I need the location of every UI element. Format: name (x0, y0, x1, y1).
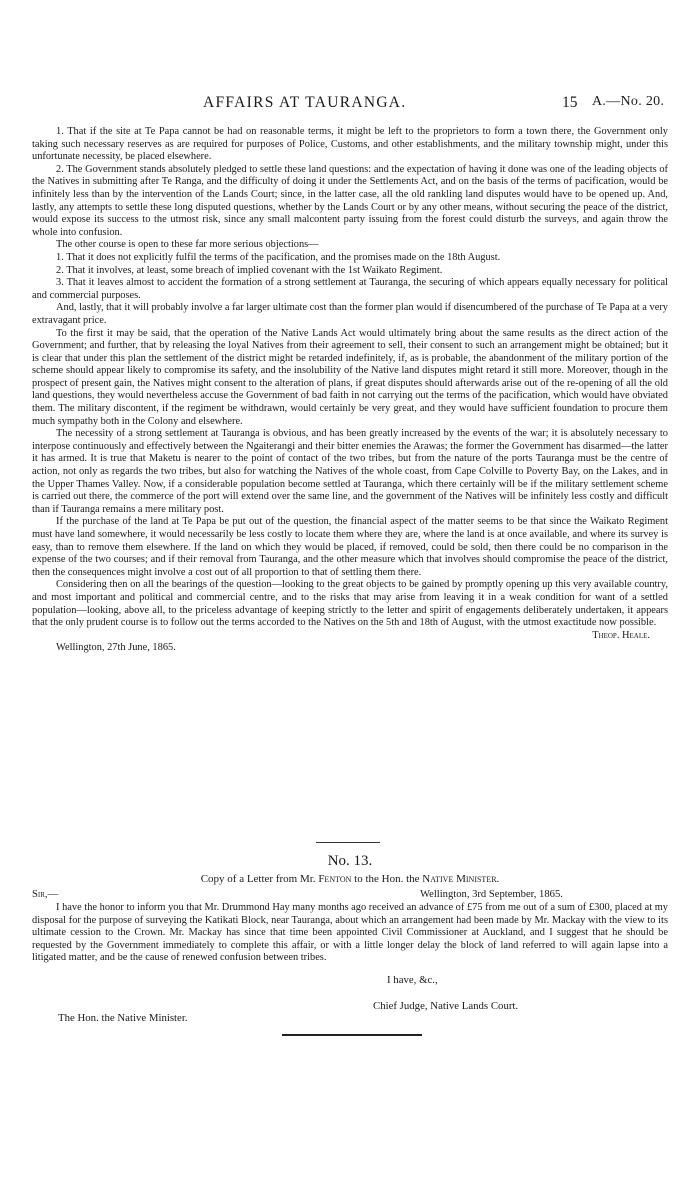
report-signature: Theop. Heale. (592, 629, 650, 641)
letter-paragraph: I have the honor to inform you that Mr. Drummond Hay many months ago received an advance of £75 from me out of a sum of £300, placed at my disposal for the purpose of surveying the Katikati Block, near Tauranga, about which an arrangement had been made by Mr. Mackay with the view to its ultimate cession to the Crown. Mr. Mackay has since that time been appointed Civil Commissioner at Auckland, and I suggest that he should be requested by the Government immediately to complete this affair, or with a little longer delay the block of land referred to will again lapse into a litigated matter, and be the cause of renewed confusion between tribes. (32, 902, 668, 964)
report-paragraph: The other course is open to these far more serious objections— (56, 239, 319, 251)
letter-salutation: Sir,— (32, 889, 59, 900)
report-paragraph: And, lastly, that it will probably involve a far larger ultimate cost than the former plan would if disencumbered of the purchase of Te Papa at a very extravagant price. (32, 302, 668, 326)
letter-date: Wellington, 3rd September, 1865. (420, 889, 563, 900)
letter-number: No. 13. (327, 853, 373, 869)
report-paragraph: Considering then on all the bearings of the question—looking to the great objects to be gained by promptly opening up this very available country, and most important and political and commercial centre, and to the risks that may arise from leaving it in a weak condition for want of a settled population—looking, above all, to the priceless advantage of keeping strictly to the letter and spirit of engagements deliberately undertaken, it appears that the only prudent course is to follow out the terms accorded to the Natives on the 5th and 18th of August, with the utmost exactitude now possible. (32, 579, 668, 629)
report-paragraph: 1. That if the site at Te Papa cannot be had on reasonable terms, it might be left to the proprietors to form a town there, the Government only taking such necessary reserves as are required for purposes of Police, Customs, and other establishments, and the military township might, under this unfortunate necessity, be placed elsewhere. (32, 126, 668, 163)
closing-phrase: I have, &c., (387, 974, 438, 986)
report-body (32, 126, 668, 655)
paper-reference: A.—No. 20. (592, 94, 665, 109)
report-paragraph: 2. The Government stands absolutely pledged to settle these land questions: and the expectation of having it done was one of the leading objects of the Natives in submitting after Te Ranga, and the difficulty of doing it under the Settlements Act, and on the basis of the terms of pacification, would be infinitely less than by the intervention of the Lands Court; since, in the latter case, all the old rankling land disputes would have to be opened up. And, lastly, any attempts to settle these long disputed questions, whether by the Lands Court or by any other means, without securing the peace of the district, would expose its success to the utmost risk, since any small malcontent party issuing from the forest could disturb the surveys, and again throw the whole into confusion. (32, 163, 668, 238)
caption-middle: to the Hon. the (354, 873, 420, 885)
letter-addressee: The Hon. the Native Minister. (58, 1012, 188, 1024)
report-paragraph: If the purchase of the land at Te Papa be put out of the question, the financial aspect of the matter seems to be that since the Waikato Regiment must have land somewhere, it would necessarily be less costly to locate them where they are, where the land is at once available, and where its survey is easy, than to remove them elsewhere. If the land on which they would be placed, if removed, could be sold, then there could be no comparison in the expense of the two courses; and if their removal from Tauranga, and the other measure which that involves should compromise the peace of the district, then the consequences might involve a cost out of all proportion to that of settling them there. (32, 516, 668, 578)
signer-title: Chief Judge, Native Lands Court. (373, 1000, 519, 1012)
letter-body (32, 902, 668, 965)
report-dateline: Wellington, 27th June, 1865. (56, 642, 176, 654)
report-paragraph: 2. That it involves, at least, some breach of implied covenant with the 1st Waikato Regiment. (56, 264, 443, 276)
report-paragraph: 1. That it does not explicitly fulfil the terms of the pacification, and the promises made on the 18th August. (56, 251, 501, 263)
letter-caption (0, 873, 700, 885)
end-rule (282, 1034, 422, 1036)
page-title: AFFAIRS AT TAURANGA. (203, 94, 407, 111)
page-number: 15 (562, 94, 578, 111)
report-paragraph: 3. That it leaves almost to accident the formation of a strong settlement at Tauranga, the securing of which appears equally necessary for political and commercial purposes. (32, 277, 668, 301)
running-head (0, 94, 700, 116)
caption-prefix: Copy of a Letter from Mr. (200, 873, 316, 885)
caption-recipient: Native Minister. (422, 873, 500, 885)
report-paragraph: To the first it may be said, that the operation of the Native Lands Act would ultimately bring about the same results as the direct action of the Government; and further, that by releasing the loyal Natives from their agreement to sell, their consent to such an arrangement might be obtained; but it is clear that under this plan the settlement of the district might be retarded indefinitely, if, as is probable, the abandonment of the military portion of the scheme should appear likely to compromise its safety, and the insolubility of the Native land disputes might retard it still more. Moreover, though in the prospect of present gain, the Natives might consent to the alteration of plans, if great disputes should afterwards arise out of the re-opening of all the old land questions, they would nevertheless accuse the Government of bad faith in not carrying out the terms of the pacification, which would have obviated them. The military discontent, if the regiment be withdrawn, would certainly be very great, and they would have sufficient foundation to procure them much sympathy both in the Colony and elsewhere. (32, 327, 668, 427)
section-divider (316, 842, 380, 843)
report-paragraph: The necessity of a strong settlement at Tauranga is obvious, and has been greatly increased by the events of the war; it is absolutely necessary to interpose continuously and effectively between the Ngaiterangi and their bitter enemies the Arawas; the former the Government has disarmed—the latter it has armed. It is true that Maketu is nearer to the point of contact of the two tribes, but from the nature of the ports Tauranga must be the centre of action, not only as regards the two tribes, but also for watching the Natives of the whole coast, from Cape Colville to Poverty Bay, on the Lakes, and in the Upper Thames Valley. Now, if a considerable population become settled at Tauranga, which there certainly will be if the military settlement scheme is carried out there, the commerce of the port will extend over the same line, and the government of the Natives will be infinitely less costly and difficult than if Tauranga remains a mere military post. (32, 428, 668, 515)
caption-sender: Fenton (318, 873, 352, 885)
